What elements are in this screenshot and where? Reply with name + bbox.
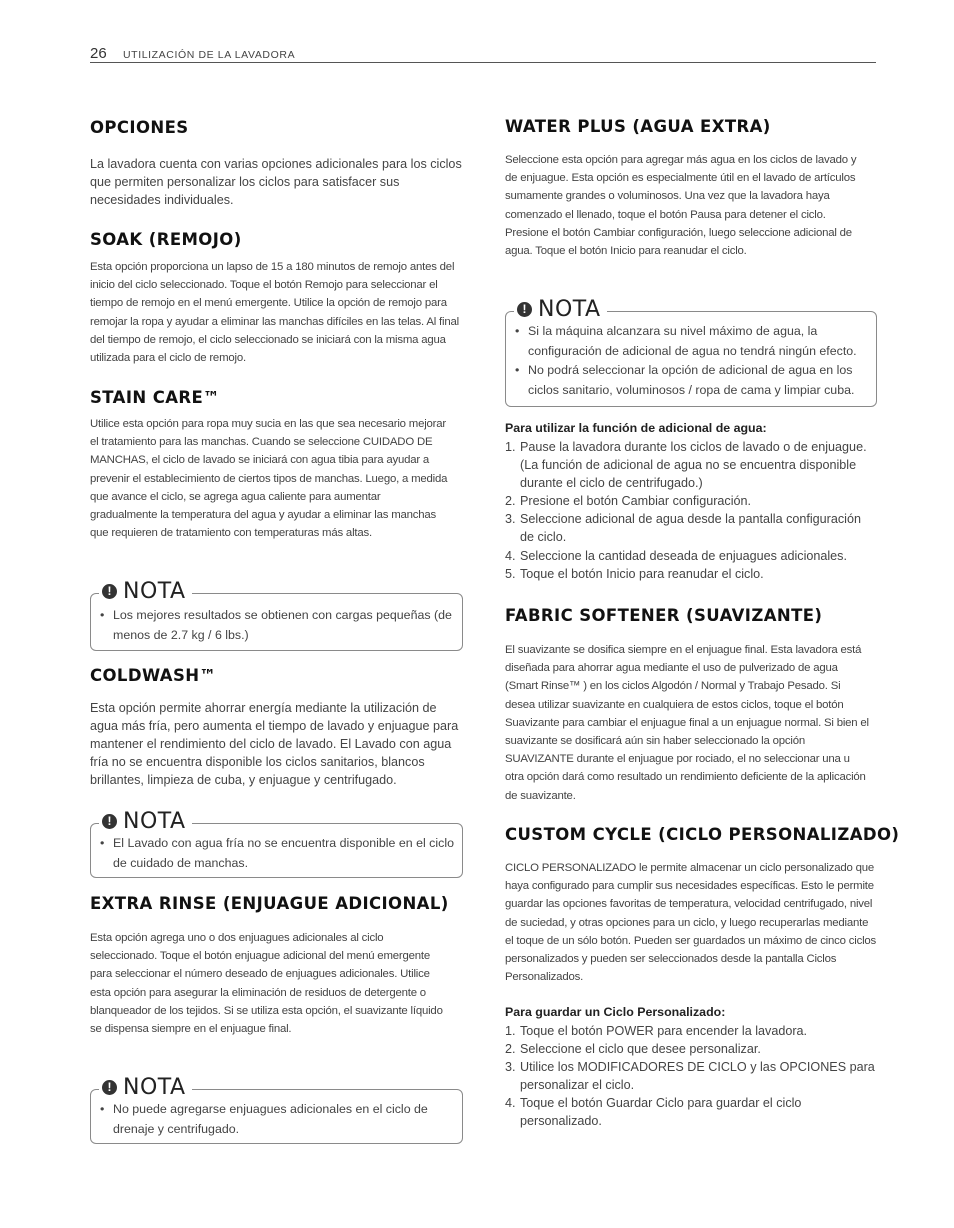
heading-fabric-softener: FABRIC SOFTENER (SUAVIZANTE) [505, 606, 823, 625]
note-bullet [515, 322, 870, 361]
bullet-icon: • [100, 1102, 105, 1116]
note-header [99, 1075, 192, 1099]
note-header [514, 297, 607, 321]
heading-extra-rinse: EXTRA RINSE (ENJUAGUE ADICIONAL) [90, 894, 449, 913]
steps-heading-custom: Para guardar un Ciclo Personalizado: [505, 1005, 726, 1019]
paragraph-extra-rinse: Esta opción agrega uno o dos enjuagues adicionales al ciclo seleccionado. Toque el botón enjuague adicional del menú emergente para seleccionar el número deseado de enjuagues adicionales. Utilice esta opción para asegurar la eliminación de residuos de detergente o blanqueador de los tejidos. Si se utiliza esta opción, el suavizante líquido se dispensa siempre en el enjuague final. [90, 932, 443, 1036]
bullet-icon: • [100, 608, 105, 622]
heading-coldwash: COLDWASH™ [90, 666, 217, 685]
heading-custom-cycle: CUSTOM CYCLE (CICLO PERSONALIZADO) [505, 825, 900, 844]
note-bullet-text: Si la máquina alcanzara su nivel máximo de agua, la configuración de adicional de agua no tendrá ningún efecto. [528, 324, 857, 358]
list-item: 4. Seleccione la cantidad deseada de enjuagues adicionales. [505, 548, 847, 563]
note-title: NOTA [123, 1074, 186, 1100]
note-body [515, 322, 870, 400]
page-header [90, 44, 876, 63]
note-box [90, 808, 463, 878]
note-bullet [100, 834, 456, 873]
note-box [90, 578, 463, 651]
note-bullet [100, 1100, 456, 1139]
list-item: 3. Utilice los MODIFICADORES DE CICLO y las OPCIONES para personalizar el ciclo. [505, 1060, 875, 1093]
paragraph-opciones: La lavadora cuenta con varias opciones adicionales para los ciclos que permiten personalizar los ciclos para satisfacer sus necesidades individuales. [90, 157, 462, 207]
note-header [99, 579, 192, 603]
paragraph-soak: Esta opción proporciona un lapso de 15 a 180 minutos de remojo antes del inicio del ciclo seleccionado. Toque el botón Remojo para seleccionar el tiempo de remojo en el menú emergente. Utilice la opción de remojo para remojar la ropa y ayudar a eliminar las manchas difíciles en las telas. Al final del tiempo de remojo, el ciclo seleccionado se iniciará con la misma agua utilizada para el ciclo de remojo. [90, 261, 459, 365]
note-bullet [515, 361, 870, 400]
paragraph-water-plus: Seleccione esta opción para agregar más agua en los ciclos de lavado y de enjuague. Esta opción es especialmente útil en el lavado de artículos sumamente grandes o voluminosos. Una vez que la lavadora haya comenzado el llenado, toque el botón Pausa para detener el ciclo. Presione el botón Cambiar configuración, luego seleccione adicional de agua. Toque el botón Inicio para reanudar el ciclo. [505, 154, 857, 258]
note-box [90, 1074, 463, 1144]
note-bullet-text: No puede agregarse enjuagues adicionales en el ciclo de drenaje y centrifugado. [113, 1102, 428, 1136]
steps-heading-water: Para utilizar la función de adicional de agua: [505, 421, 767, 435]
note-bullet [100, 606, 456, 645]
list-item: 2. Presione el botón Cambiar configuración. [505, 494, 752, 509]
note-title: NOTA [123, 578, 186, 604]
exclamation-icon: ! [102, 1080, 117, 1095]
list-item: 2. Seleccione el ciclo que desee personalizar. [505, 1042, 761, 1057]
paragraph-coldwash: Esta opción permite ahorrar energía mediante la utilización de agua más fría, pero aumenta el tiempo de lavado y enjuague para mantener el rendimiento del ciclo de lavado. El Lavado con agua fría no se encuentra disponible los ciclos sanitarios, blancos brillantes, limpieza de cuba, y enjuague y centrifugado. [90, 701, 459, 787]
steps-list-water [505, 438, 877, 583]
note-title: NOTA [123, 808, 186, 834]
bullet-icon: • [515, 324, 520, 338]
note-body [100, 1100, 456, 1139]
list-item: 5. Toque el botón Inicio para reanudar el ciclo. [505, 566, 764, 581]
heading-water-plus: WATER PLUS (AGUA EXTRA) [505, 117, 771, 136]
paragraph-fabric-softener: El suavizante se dosifica siempre en el enjuague final. Esta lavadora está diseñada para ahorrar agua mediante el uso de pulverizado de agua (Smart Rinse™ ) en los ciclos Algodón / Normal y Trabajo Pesado. Si desea utilizar suavizante en cualquiera de estos ciclos, toque el botón Suavizante para cambiar el enjuague final a un enjuague normal. Si bien el suavizante se dosificará aún sin haber seleccionado la opción SUAVIZANTE durante el enjuague por rociado, el no seleccionar una u otra opción dará como resultado un rendimiento deficiente de la aplicación de suavizante. [505, 644, 869, 802]
section-label: UTILIZACIÓN DE LA LAVADORA [123, 49, 296, 61]
steps-list-custom [505, 1022, 877, 1131]
note-header [99, 809, 192, 833]
bullet-icon: • [515, 363, 520, 377]
note-body [100, 834, 456, 873]
heading-opciones: OPCIONES [90, 118, 189, 137]
bullet-icon: • [100, 836, 105, 850]
paragraph-custom-cycle: CICLO PERSONALIZADO le permite almacenar un ciclo personalizado que haya configurado para cumplir sus necesidades específicas. Esto le permite guardar las opciones favoritas de temperatura, velocidad centrifugado, nivel de suciedad, y otras opciones para un ciclo, y luego recuperarlas mediante el toque de un sólo botón. Pueden ser guardados un máximo de cinco ciclos personalizados y pueden ser seleccionados desde la pantalla Ciclos Personalizados. [505, 862, 877, 984]
note-title: NOTA [538, 296, 601, 322]
list-item: 4. Toque el botón Guardar Ciclo para guardar el ciclo personalizado. [505, 1096, 802, 1129]
exclamation-icon: ! [517, 302, 532, 317]
page-number: 26 [90, 45, 107, 62]
exclamation-icon: ! [102, 584, 117, 599]
heading-soak: SOAK (REMOJO) [90, 230, 242, 249]
list-item: 3. Seleccione adicional de agua desde la pantalla configuración de ciclo. [505, 512, 861, 545]
note-bullet-text: Los mejores resultados se obtienen con cargas pequeñas (de menos de 2.7 kg / 6 lbs.) [113, 608, 452, 642]
list-item: 1. Toque el botón POWER para encender la lavadora. [505, 1024, 808, 1038]
list-item: 1. Pause la lavadora durante los ciclos de lavado o de enjuague. (La función de adicional de agua no se encuentra disponible durante el ciclo de centrifugado.) [505, 440, 867, 491]
exclamation-icon: ! [102, 814, 117, 829]
note-bullet-text: No podrá seleccionar la opción de adicional de agua en los ciclos sanitario, voluminosos / ropa de cama y limpiar cuba. [528, 363, 855, 397]
note-body [100, 606, 456, 645]
paragraph-stain-care: Utilice esta opción para ropa muy sucia en las que sea necesario mejorar el tratamiento para las manchas. Cuando se seleccione CUIDADO DE MANCHAS, el ciclo de lavado se iniciará con agua tibia para ayudar a prevenir el establecimiento de ciertos tipos de manchas. Luego, a medida que avance el ciclo, se agrega agua caliente para aumentar gradualmente la temperatura del agua y ayudar a eliminar las manchas que requieren de tratamiento con temperaturas más altas. [90, 418, 448, 540]
note-bullet-text: El Lavado con agua fría no se encuentra disponible en el ciclo de cuidado de manchas. [113, 836, 454, 870]
note-box [505, 296, 877, 407]
heading-stain-care: STAIN CARE™ [90, 388, 221, 407]
